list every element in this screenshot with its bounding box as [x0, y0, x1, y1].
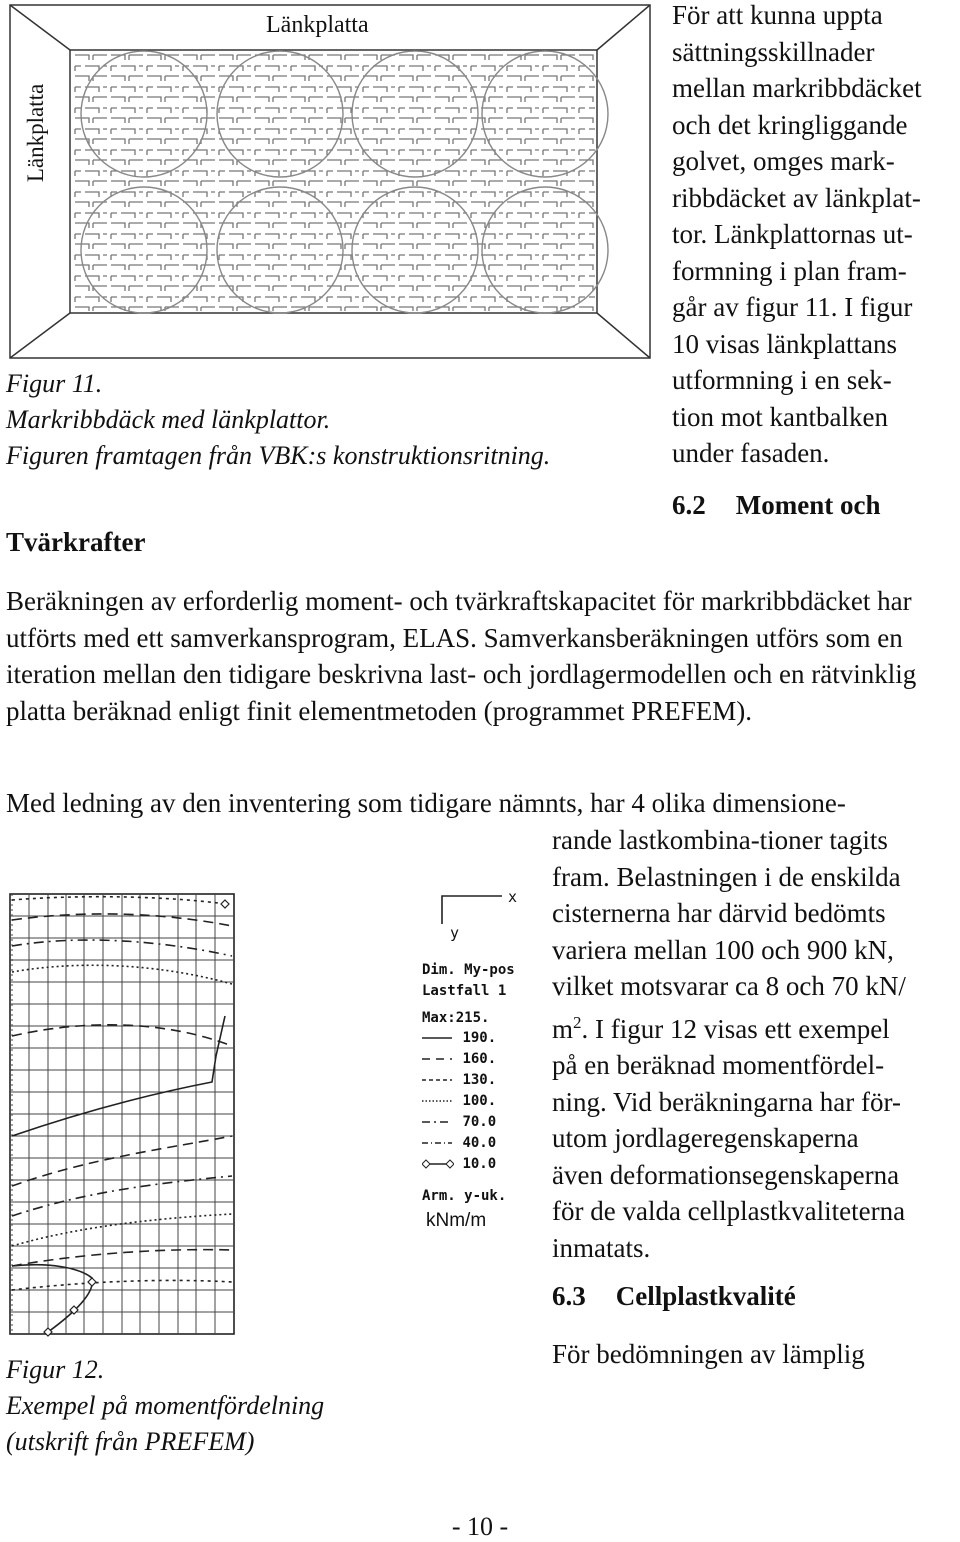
section-title: Cellplastkvalité [615, 1281, 796, 1311]
axis-y-label: y [450, 924, 460, 942]
section-6-3-heading [552, 1281, 796, 1312]
page-number: - 10 - [451, 1512, 509, 1541]
paragraph-load-cases-line1: Med ledning av den inventering som tidigare nämnts, har 4 olika dimensione- [6, 788, 846, 818]
figure-11 [0, 0, 660, 360]
label-lankplatta-top: Länkplatta [266, 12, 369, 38]
legend-max: Max:215. [422, 1010, 490, 1026]
section-number: 6.3 [552, 1281, 586, 1311]
element-mesh [10, 894, 234, 1334]
legend-entry: 100. [462, 1093, 497, 1109]
legend-dim: Dim. My-pos [422, 962, 515, 978]
label-lankplatta-left: Länkplatta [23, 83, 49, 183]
legend-entry: 190. [462, 1030, 497, 1046]
intro-text: För att kunna uppta sättningsskillnader mellan markribbdäcket och det kringliggande golvet, omges mark- ribbdäcket av länkplat- tor. Länkplattornas ut- formning i plan fram- går av figur 11. I figur 10 visas länkplattans utformning i en sek- tion mot kantbalken under fasaden. [672, 0, 922, 468]
legend-entries [422, 1030, 542, 1180]
axis-indicator [440, 888, 518, 928]
legend-entry: 10.0 [422, 1156, 496, 1172]
rib-grid [72, 52, 595, 311]
legend-entry: 70.0 [462, 1114, 497, 1130]
figure-12-caption: Figur 12. Exempel på momentfördelning (utskrift från PREFEM) [6, 1355, 325, 1456]
paragraph-elas: Beräkningen av erforderlig moment- och tvärkraftskapacitet för markribbdäcket har utförts med ett samverkansprogram, ELAS. Samverkansberäkningen utförs som en iteration mellan den tidigare beskrivna last- och jordlagermodellen och en rätvinklig platta beräknad enligt finit elementmetoden (programmet PREFEM). [6, 586, 917, 726]
legend-entry: 130. [462, 1072, 497, 1088]
figure-12-legend [410, 884, 550, 1244]
legend-lastfall: Lastfall 1 [422, 983, 507, 999]
figure-11-drawing [0, 0, 660, 360]
legend-header [422, 960, 515, 1002]
legend-entry: 160. [462, 1051, 497, 1067]
paragraph-load-cases-cont: rande lastkombina-tioner tagits fram. Belastningen i de enskilda cisternerna har därvid bedömts variera mellan 100 och 900 kN, vilket motsvarar ca 8 och 70 kN/ $m^2$. I figur 12 visas ett exempel på en beräknad momentfördel- ning. Vid beräkningarna har för- utom jordlageregenskaperna även deformationsegenskaperna för de valda cellplastkvaliteterna inmatats. [552, 825, 906, 1263]
section-title: Moment och [735, 490, 881, 520]
section-number: 6.2 [672, 490, 706, 520]
section-6-2-heading-cont: Tvärkrafter [6, 527, 146, 557]
legend-unit: kNm/m [426, 1210, 487, 1231]
axis-x-label: x [508, 888, 518, 906]
section-6-3-text: För bedömningen av lämplig [552, 1339, 865, 1369]
legend-arm: Arm. y-uk. [422, 1188, 507, 1204]
legend-entry: 40.0 [462, 1135, 497, 1151]
section-6-2-heading [672, 490, 880, 521]
figure-11-caption: Figur 11. Markribbdäck med länkplattor. Figuren framtagen från VBK:s konstruktionsritning. [6, 369, 551, 470]
moment-contour-plot [0, 886, 300, 1346]
figure-12-plot [0, 886, 300, 1346]
